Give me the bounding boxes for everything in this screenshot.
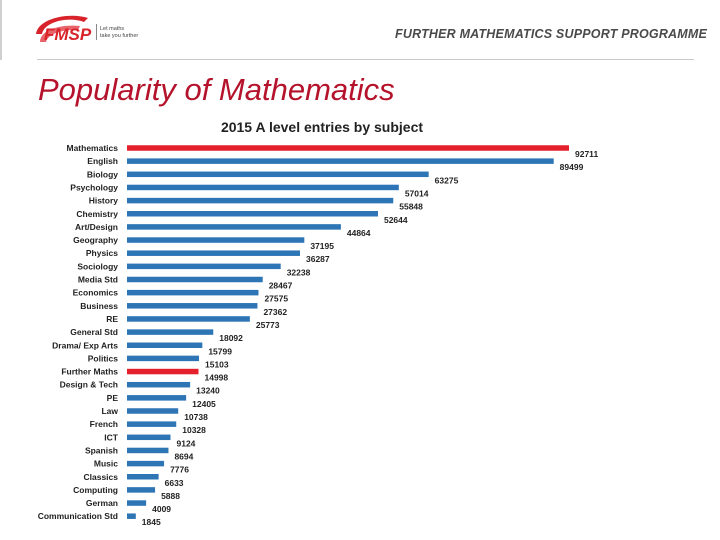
bar <box>127 264 281 270</box>
bar <box>127 172 429 178</box>
category-label: History <box>88 195 118 206</box>
category-label: Media Std <box>77 274 118 285</box>
category-label: German <box>85 498 118 509</box>
category-label: Communication Std <box>37 511 118 522</box>
category-label: Geography <box>73 235 118 246</box>
bar <box>127 395 186 401</box>
chart-title: 2015 A level entries by subject <box>220 119 424 135</box>
bar <box>127 211 378 217</box>
value-label: 92711 <box>575 149 599 159</box>
category-label: Politics <box>87 353 118 364</box>
bar <box>127 448 168 454</box>
category-label: Computing <box>73 484 118 495</box>
category-label: Further Maths <box>61 366 118 377</box>
category-label: Design & Tech <box>59 379 118 390</box>
category-label: PE <box>106 392 118 403</box>
bar <box>127 303 257 309</box>
bar <box>127 185 399 191</box>
logo-tagline-2: take you further <box>100 33 139 39</box>
category-label: Physics <box>85 248 118 259</box>
category-label: Law <box>101 406 118 416</box>
header-rule <box>37 59 694 60</box>
value-label: 4009 <box>152 504 172 515</box>
bar <box>127 408 178 414</box>
category-label: English <box>87 156 118 167</box>
bar <box>127 435 170 441</box>
category-label: Business <box>80 300 118 311</box>
value-label: 7776 <box>170 464 189 475</box>
bar <box>127 343 202 349</box>
logo-text: FMSP <box>44 25 92 44</box>
logo-divider <box>96 24 97 40</box>
bar <box>127 500 146 506</box>
bar <box>127 145 569 151</box>
bar <box>127 224 341 230</box>
bar-series <box>38 143 599 527</box>
bar <box>127 158 554 164</box>
category-label: General Std <box>70 327 118 338</box>
bar <box>127 487 155 493</box>
bar <box>127 461 164 467</box>
value-label: 37195 <box>310 241 334 252</box>
category-label: Biology <box>86 169 118 180</box>
value-label: 5888 <box>161 490 180 501</box>
bar <box>127 316 250 322</box>
bar <box>127 277 263 283</box>
value-label: 6633 <box>164 477 184 488</box>
logo-tagline: Let maths <box>100 26 125 32</box>
bar <box>127 513 136 519</box>
value-label: 15799 <box>208 346 232 357</box>
bar <box>127 382 190 388</box>
value-label: 12405 <box>192 398 216 409</box>
bar-chart <box>0 110 720 540</box>
left-edge-divider <box>0 0 2 60</box>
bar <box>127 356 199 362</box>
category-label: RE <box>106 313 118 324</box>
category-label: Economics <box>72 287 118 298</box>
value-label: 18092 <box>219 333 243 344</box>
category-label: French <box>89 419 118 430</box>
value-label: 14998 <box>204 372 229 383</box>
category-label: Sociology <box>77 261 118 272</box>
category-label: Psychology <box>70 182 118 193</box>
category-label: Mathematics <box>66 143 118 153</box>
category-label: Drama/ Exp Arts <box>52 340 118 351</box>
category-label: Spanish <box>84 445 118 456</box>
value-label: 36287 <box>305 254 330 265</box>
value-label: 13240 <box>196 385 220 396</box>
bar <box>127 237 304 243</box>
value-label: 9124 <box>176 438 196 449</box>
value-label: 55848 <box>399 201 423 212</box>
value-label: 89499 <box>559 162 584 173</box>
category-label: ICT <box>104 432 118 443</box>
bar <box>127 369 199 375</box>
fmsp-logo <box>30 12 160 48</box>
category-label: Art/Design <box>75 221 118 232</box>
value-label: 1845 <box>141 517 161 528</box>
value-label: 15103 <box>205 359 229 370</box>
programme-title: FURTHER MATHEMATICS SUPPORT PROGRAMME <box>395 27 708 41</box>
value-label: 28467 <box>268 280 293 291</box>
category-label: Music <box>93 458 118 469</box>
value-label: 44864 <box>346 227 371 238</box>
value-label: 32238 <box>286 267 311 278</box>
value-label: 10328 <box>182 425 206 436</box>
bar <box>127 198 393 204</box>
bar <box>127 421 176 427</box>
value-label: 63275 <box>434 175 459 186</box>
value-label: 57014 <box>404 188 429 199</box>
bar <box>127 474 159 480</box>
value-label: 10738 <box>184 412 208 422</box>
value-label: 25773 <box>255 319 280 330</box>
bar <box>127 290 258 296</box>
value-label: 52644 <box>383 214 408 225</box>
value-label: 27575 <box>264 293 289 304</box>
bar <box>127 329 213 335</box>
bar <box>127 250 300 256</box>
slide-title: Popularity of Mathematics <box>38 72 395 107</box>
value-label: 27362 <box>263 306 288 317</box>
value-label: 8694 <box>174 451 194 462</box>
category-label: Chemistry <box>76 208 118 219</box>
category-label: Classics <box>83 471 118 482</box>
